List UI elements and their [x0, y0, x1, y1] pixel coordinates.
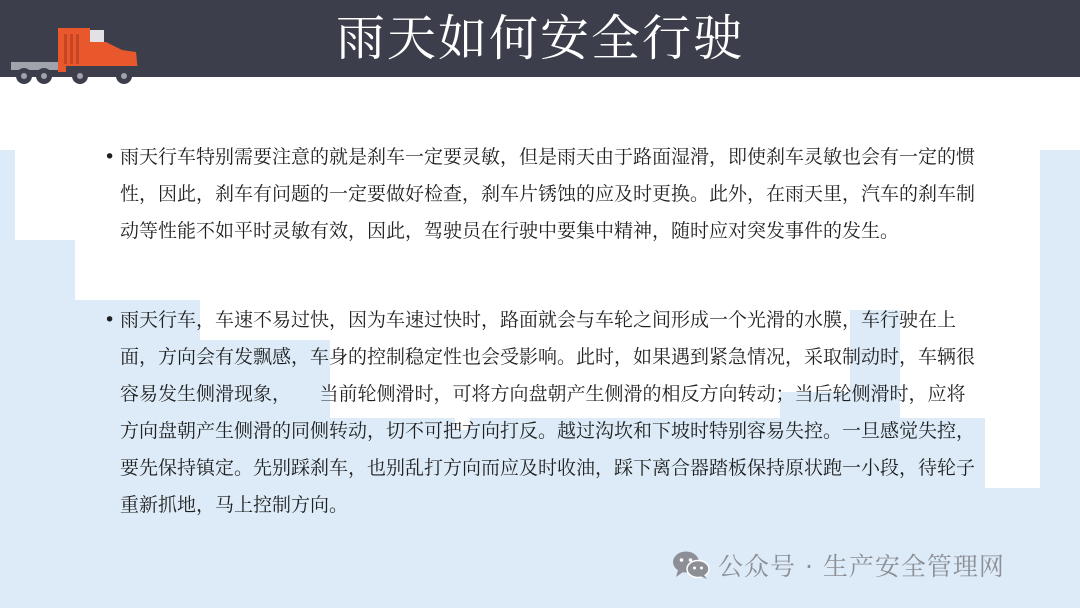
bullet-item-brakes	[104, 139, 984, 250]
slide-title: 雨天如何安全行驶	[335, 10, 744, 67]
bullet-marker: •	[104, 146, 116, 168]
wechat-icon	[672, 550, 710, 580]
bullet-marker: •	[104, 309, 116, 331]
watermark-text: 公众号 · 生产安全管理网	[718, 552, 1005, 581]
bullet-item-speed	[104, 302, 984, 524]
bullet-text: 雨天行车，车速不易过快，因为车速过快时，路面就会与车轮之间形成一个光滑的水膜，车行驶在上面，方向会有发飘感，车身的控制稳定性也会受影响。此时，如果遇到紧急情况，采取制动时，车辆很容易发生侧滑现象， 当前轮侧滑时，可将方向盘朝产生侧滑的相反方向转动；当后轮侧滑时，应将方向盘朝产生侧滑的同侧转动，切不可把方向打反。越过沟坎和下坡时特别容易失控。一旦感觉失控，要先保持镇定。先别踩刹车，也别乱打方向而应及时收油，踩下离合器踏板保持原状跑一小段，待轮子重新抓地，马上控制方向。	[120, 309, 976, 516]
bullet-text: 雨天行车特别需要注意的就是刹车一定要灵敏，但是雨天由于路面湿滑，即使刹车灵敏也会有一定的惯性，因此，刹车有问题的一定要做好检查，刹车片锈蚀的应及时更换。此外，在雨天里，汽车的刹车制动等性能不如平时灵敏有效，因此，驾驶员在行驶中要集中精神，随时应对突发事件的发生。	[120, 146, 976, 242]
watermark	[672, 548, 1005, 582]
